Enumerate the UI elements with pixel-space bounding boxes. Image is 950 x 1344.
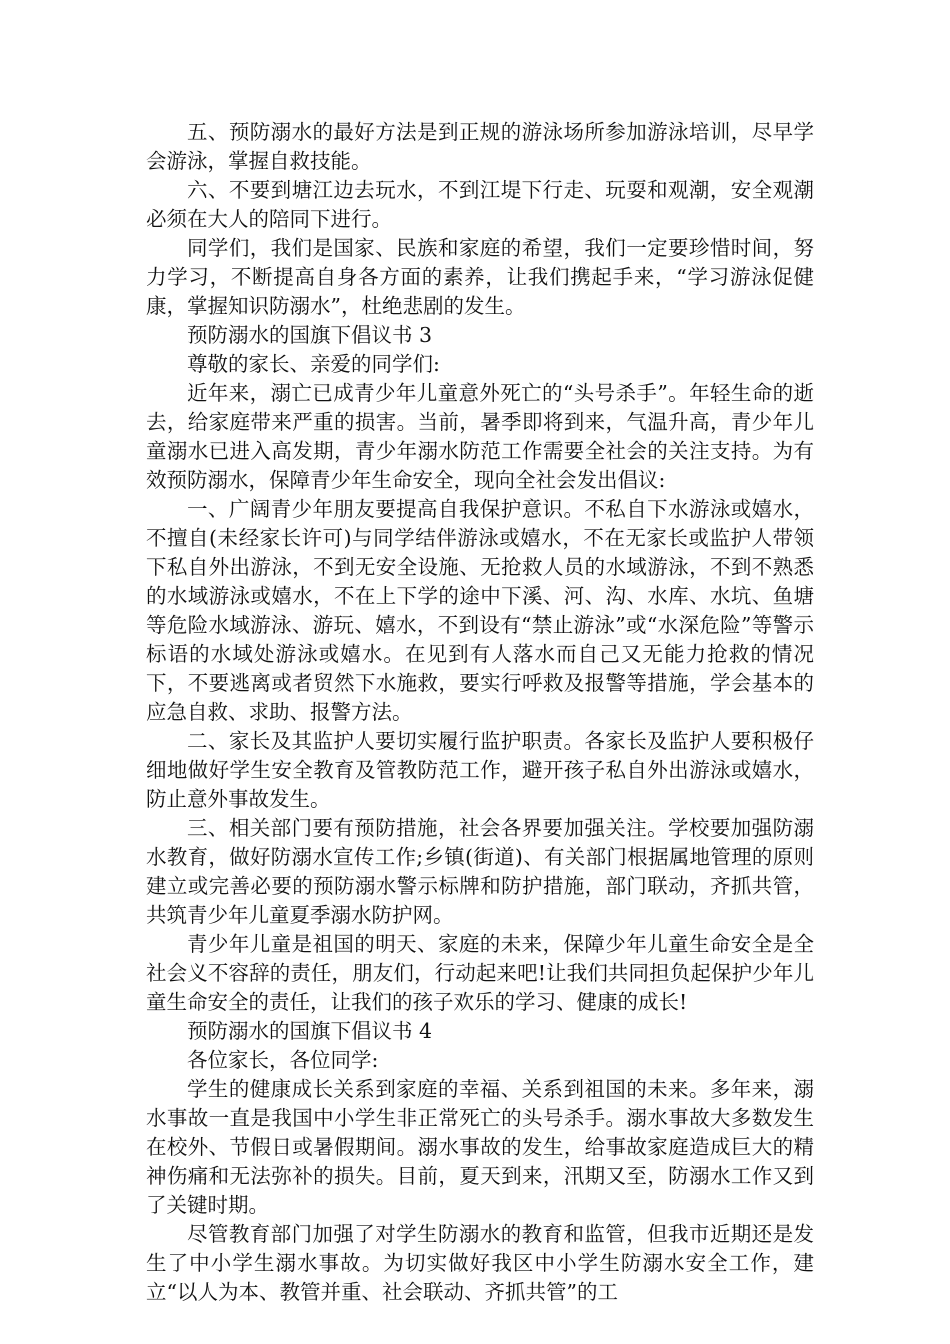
paragraph-continued-4: 尽管教育部门加强了对学生防溺水的教育和监管，但我市近期还是发生了中小学生溺水事故。为切实做好我区中小学生防溺水安全工作，建立“以人为本、教管并重、社会联动、齐抓共管”的工 [146, 1222, 814, 1304]
salutation-4: 各位家长，各位同学: [187, 1048, 379, 1072]
paragraph-point-two: 二、家长及其监护人要切实履行监护职责。各家长及监护人要积极仔细地做好学生安全教育及管教防范工作，避开孩子私自外出游泳或嬉水，防止意外事故发生。 [146, 729, 814, 811]
paragraph-intro-4: 学生的健康成长关系到家庭的幸福、关系到祖国的未来。多年来，溺水事故一直是我国中小学生非正常死亡的头号杀手。溺水事故大多数发生在校外、节假日或暑假期间。溺水事故的发生，给事故家庭造成巨大的精神伤痛和无法弥补的损失。目前，夏天到来，汛期又至，防溺水工作又到了关键时期。 [146, 1077, 814, 1217]
paragraph-closing-appeal: 同学们，我们是国家、民族和家庭的希望，我们一定要珍惜时间，努力学习，不断提高自身各方面的素养，让我们携起手来，“学习游泳促健康，掌握知识防溺水”，杜绝悲剧的发生。 [146, 236, 814, 318]
paragraph-point-one: 一、广阔青少年朋友要提高自我保护意识。不私自下水游泳或嬉水，不擅自(未经家长许可)与同学结伴游泳或嬉水，不在无家长或监护人带领下私自外出游泳，不到无安全设施、无抢救人员的水域游泳，不到不熟悉的水域游泳或嬉水，不在上下学的途中下溪、河、沟、水库、水坑、鱼塘等危险水域游泳、游玩、嬉水，不到设有“禁止游泳”或“水深危险”等警示标语的水域处游泳或嬉水。在见到有人落水而自己又无能力抢救的情况下，不要逃离或者贸然下水施救，要实行呼救及报警等措施，学会基本的应急自救、求助、报警方法。 [146, 497, 814, 724]
salutation-3: 尊敬的家长、亲爱的同学们: [187, 352, 440, 376]
document-body [146, 118, 814, 1307]
section-heading-4: 预防溺水的国旗下倡议书 4 [187, 1019, 433, 1043]
paragraph-point-six: 六、不要到塘江边去玩水，不到江堤下行走、玩耍和观潮，安全观潮必须在大人的陪同下进行。 [146, 178, 814, 231]
section-heading-3: 预防溺水的国旗下倡议书 3 [187, 323, 433, 347]
paragraph-intro-3: 近年来，溺亡已成青少年儿童意外死亡的“头号杀手”。年轻生命的逝去，给家庭带来严重的损害。当前，暑季即将到来，气温升高，青少年儿童溺水已进入高发期，青少年溺水防范工作需要全社会的关注支持。为有效预防溺水，保障青少年生命安全，现向全社会发出倡议: [146, 381, 814, 492]
paragraph-point-three: 三、相关部门要有预防措施，社会各界要加强关注。学校要加强防溺水教育，做好防溺水宣传工作;乡镇(街道)、有关部门根据属地管理的原则建立或完善必要的预防溺水警示标牌和防护措施，部门联动，齐抓共管，共筑青少年儿童夏季溺水防护网。 [146, 816, 814, 927]
paragraph-conclusion-3: 青少年儿童是祖国的明天、家庭的未来，保障少年儿童生命安全是全社会义不容辞的责任，朋友们，行动起来吧!让我们共同担负起保护少年儿童生命安全的责任，让我们的孩子欢乐的学习、健康的成长! [146, 932, 814, 1014]
paragraph-point-five: 五、预防溺水的最好方法是到正规的游泳场所参加游泳培训，尽早学会游泳，掌握自救技能。 [146, 120, 814, 173]
